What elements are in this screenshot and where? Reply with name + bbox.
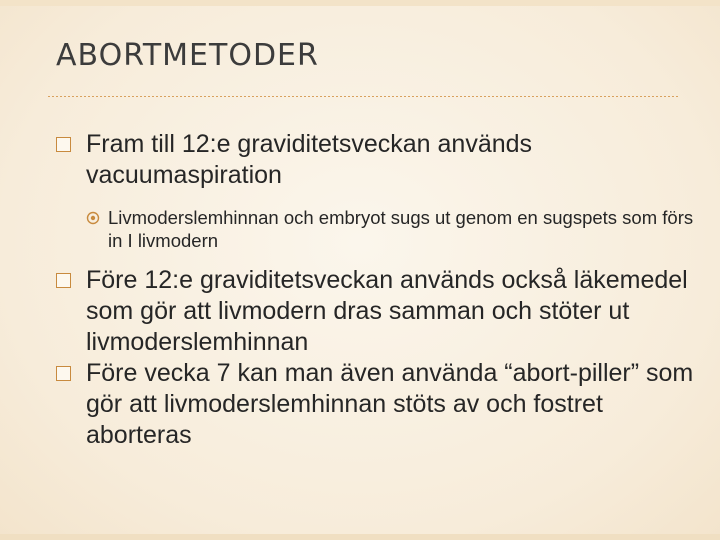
bullet-text: Före 12:e graviditetsveckan används också läkemedel som gör att livmodern dras samman och stöter ut livmoderslemhinnan <box>86 266 688 356</box>
bullet-item <box>54 129 694 191</box>
circle-dot-bullet-icon <box>86 211 100 225</box>
bullet-text: Före vecka 7 kan man även använda “abort-piller” som gör att livmoderslemhinnan stöts av och fostret aborteras <box>86 359 694 449</box>
bullet-item <box>54 265 694 358</box>
bullet-item <box>54 358 694 451</box>
slide-top-border <box>0 0 720 6</box>
hollow-square-bullet-icon <box>56 137 71 152</box>
title-divider <box>48 96 680 97</box>
bullet-text: Fram till 12:e graviditetsveckan används vacuumaspiration <box>86 130 533 189</box>
slide-body <box>54 129 694 451</box>
sub-bullet-item <box>86 206 694 252</box>
sub-bullet-text: Livmoderslemhinnan och embryot sugs ut genom en sugspets som förs in I livmodern <box>108 207 694 251</box>
slide-title: ABORTMETODER <box>56 38 319 73</box>
slide-bottom-border <box>0 534 720 540</box>
hollow-square-bullet-icon <box>56 273 71 288</box>
hollow-square-bullet-icon <box>56 366 71 381</box>
